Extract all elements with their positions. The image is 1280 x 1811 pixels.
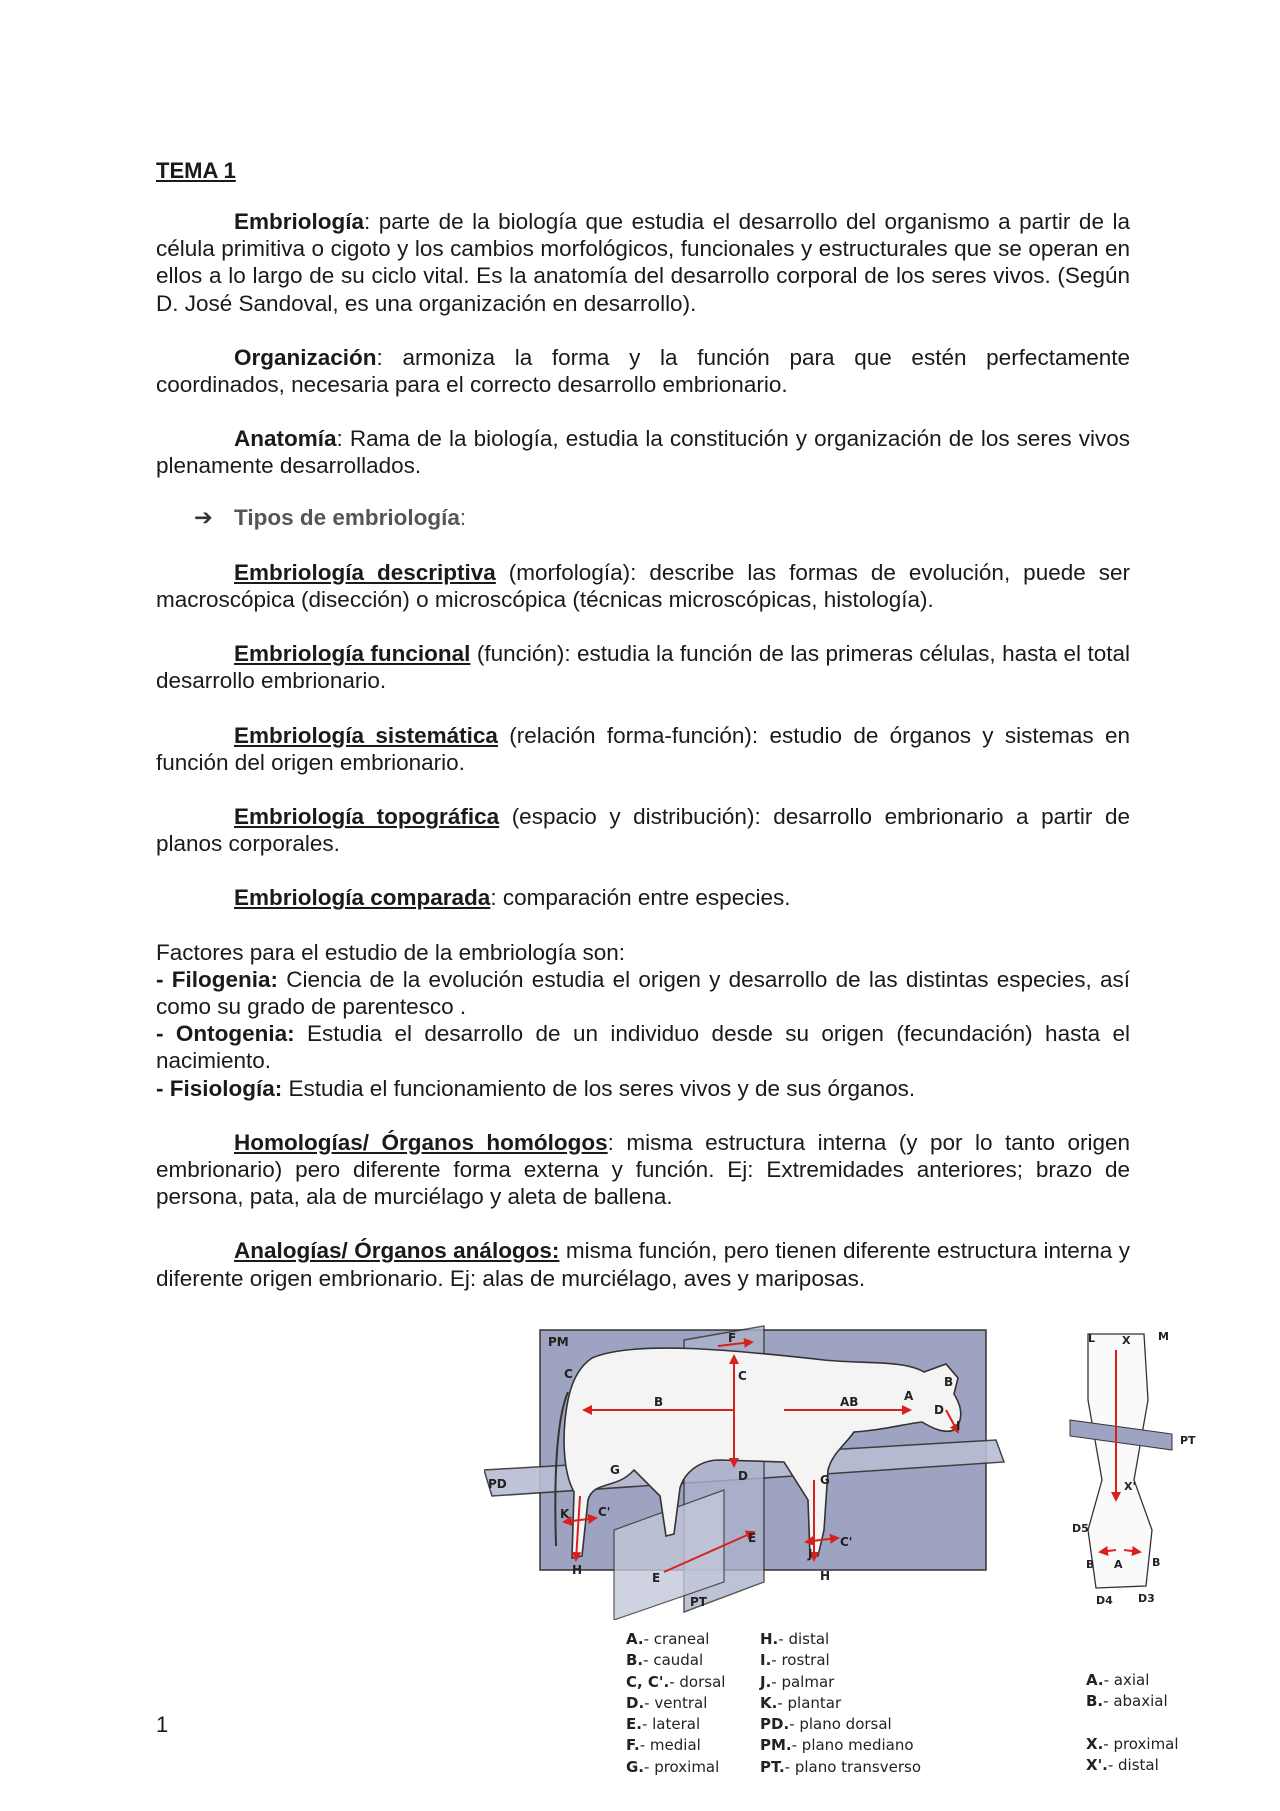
legend-value: - ventral — [644, 1693, 708, 1712]
legend-item — [760, 1672, 921, 1693]
text-ontogenia: Estudia el desarrollo de un individuo desde su origen (fecundación) hasta el nacimiento. — [156, 1021, 1130, 1074]
term-fisiologia: - Fisiología: — [156, 1075, 283, 1101]
legend-item — [626, 1650, 725, 1671]
label-c-top: C — [738, 1369, 747, 1383]
term-topografica: Embriología topográfica — [234, 804, 500, 830]
paragraph-sistematica — [156, 722, 1130, 776]
foot-label-x: X — [1122, 1334, 1131, 1347]
text-funcional: (función): estudia la función de las primeras células, hasta el total desarrollo embrionario. — [156, 641, 1130, 694]
legend-value: - axial — [1103, 1671, 1150, 1689]
paragraph-funcional — [156, 640, 1130, 694]
legend-key: B. — [1086, 1692, 1104, 1711]
legend-key: D. — [626, 1693, 645, 1712]
paragraph-analogias — [156, 1237, 1130, 1291]
legend-key: A. — [626, 1630, 644, 1648]
legend-item — [626, 1735, 725, 1756]
legend-key: X. — [1086, 1734, 1104, 1753]
legend-key: K. — [760, 1693, 778, 1712]
label-d-head: D — [934, 1403, 944, 1417]
term-anatomia: Anatomía — [234, 426, 337, 452]
foot-label-a: A — [1114, 1558, 1123, 1571]
legend-key: A. — [1086, 1671, 1104, 1689]
legend-item — [626, 1693, 725, 1714]
term-homologias: Homologías/ Órganos homólogos — [234, 1129, 608, 1155]
legend-value: - medial — [639, 1736, 701, 1755]
text-comparada: : comparación entre especies. — [490, 885, 791, 911]
legend-item — [1086, 1691, 1179, 1712]
paragraph-comparada — [156, 884, 1130, 911]
paragraph-topografica — [156, 803, 1130, 857]
foot-label-d5: D5 — [1072, 1522, 1089, 1535]
label-cp-front: C' — [840, 1535, 853, 1549]
legend-value: - distal — [778, 1630, 830, 1648]
text-filogenia: Ciencia de la evolución estudia el origen y desarrollo de las distintas especies, así como su grado de parentesco . — [156, 966, 1130, 1020]
label-g: G — [610, 1463, 620, 1477]
label-a: A — [904, 1389, 914, 1403]
bullet-tipos — [156, 504, 1130, 531]
legend-item — [760, 1714, 921, 1735]
text-descriptiva: (morfología): describe las formas de evolución, puede ser macroscópica (disección) o microscópica (técnicas microscópicas, histología). — [156, 559, 1130, 613]
term-embriologia: Embriología — [234, 209, 365, 234]
label-pm: PM — [548, 1335, 569, 1349]
legend-value: - plano transverso — [784, 1757, 921, 1776]
legend-key: F. — [626, 1736, 640, 1755]
legend-item — [760, 1650, 921, 1671]
label-e-low: E — [652, 1571, 661, 1585]
legend-item — [1086, 1734, 1179, 1755]
legend-key: E. — [626, 1715, 642, 1734]
legend-item — [626, 1629, 725, 1650]
legend-item — [626, 1672, 725, 1693]
legend-key: PD. — [760, 1715, 790, 1734]
label-b: B — [654, 1395, 664, 1409]
legend-value: - proximal — [1103, 1734, 1179, 1753]
foot-label-b-right: B — [1152, 1556, 1161, 1569]
legend-value: - plantar — [777, 1693, 842, 1712]
term-sistematica: Embriología sistemática — [234, 722, 498, 748]
legend-value: - lateral — [641, 1715, 701, 1734]
factor-ontogenia — [156, 1020, 1130, 1074]
factores-intro: Factores para el estudio de la embriología son: — [156, 939, 626, 965]
paragraph-organizacion — [156, 344, 1130, 398]
page-title: TEMA 1 — [156, 158, 236, 183]
text-anatomia: : Rama de la biología, estudia la constitución y organización de los seres vivos plenamente desarrollados. — [156, 426, 1130, 479]
legend-mid — [760, 1629, 921, 1778]
term-filogenia: - Filogenia: — [156, 966, 278, 992]
label-e: E — [748, 1531, 757, 1545]
foot-label-xp: X' — [1124, 1480, 1136, 1493]
label-d: D — [738, 1469, 748, 1483]
term-funcional: Embriología funcional — [234, 641, 471, 667]
legend-item — [626, 1714, 725, 1735]
anatomy-figure — [484, 1320, 1250, 1620]
legend-value: - dorsal — [669, 1672, 726, 1691]
legend-value: - abaxial — [1103, 1692, 1168, 1711]
factor-filogenia — [156, 966, 1130, 1020]
label-k: K — [560, 1507, 570, 1521]
foot-label-pt: PT — [1180, 1434, 1196, 1447]
legend-item — [760, 1693, 921, 1714]
page-number: 1 — [156, 1712, 169, 1737]
legend-key: PT. — [760, 1757, 785, 1776]
label-i: I — [956, 1419, 961, 1433]
foot-label-l: L — [1088, 1332, 1096, 1345]
paragraph-embriologia — [156, 208, 1130, 317]
legend-item — [760, 1757, 921, 1778]
text-embriologia: : parte de la biología que estudia el desarrollo del organismo a partir de la célula primitiva o cigoto y los cambios morfológicos, funcionales y estructurales que se operan en ellos a lo largo de su ciclo vital. Es la anatomía del desarrollo corporal de los seres vivos. (Según D. José Sandoval, es una organización en desarrollo). — [156, 209, 1130, 316]
legend-key: PM. — [760, 1736, 792, 1755]
foot-label-d3: D3 — [1138, 1592, 1155, 1605]
paragraph-descriptiva — [156, 559, 1130, 613]
legend-key: J. — [760, 1672, 772, 1691]
term-comparada: Embriología comparada — [234, 885, 491, 911]
legend-value: - proximal — [644, 1757, 720, 1776]
text-sistematica: (relación forma-función): estudio de órganos y sistemas en función del origen embrionario. — [156, 722, 1130, 775]
factor-fisiologia — [156, 1075, 1130, 1102]
label-pt: PT — [690, 1595, 707, 1609]
arrow-icon: ➔ — [194, 504, 213, 530]
label-pd: PD — [488, 1477, 507, 1491]
paragraph-homologias — [156, 1129, 1130, 1211]
legend-key: G. — [626, 1757, 645, 1776]
legend-key: X'. — [1086, 1755, 1108, 1774]
foot-label-m: M — [1158, 1330, 1169, 1343]
foot-diagram — [1070, 1330, 1196, 1607]
legend-value: - distal — [1107, 1755, 1159, 1774]
legend-key: C, C'. — [626, 1672, 670, 1691]
text-tipos: : — [459, 504, 467, 530]
text-homologias: : misma estructura interna (y por lo tanto origen embrionario) pero diferente forma externa y función. Ej: Extremidades anteriores; brazo de persona, pata, ala de murciélago y aleta de ballena. — [156, 1129, 1130, 1210]
label-j: J — [808, 1547, 813, 1561]
term-tipos: Tipos de embriología — [234, 504, 460, 530]
label-ab: AB — [840, 1395, 859, 1409]
body-text — [156, 208, 1130, 1292]
legend-value: - craneal — [643, 1630, 710, 1648]
foot-label-d4: D4 — [1096, 1594, 1113, 1607]
legend-value: - rostral — [771, 1651, 830, 1670]
label-c: C — [564, 1367, 573, 1381]
term-organizacion: Organización — [234, 344, 377, 370]
text-topografica: (espacio y distribución): desarrollo embrionario a partir de planos corporales. — [156, 804, 1130, 857]
legend-value: - palmar — [771, 1672, 835, 1691]
text-analogias: misma función, pero tienen diferente estructura interna y diferente origen embrionario. Ej: alas de murciélago, aves y mariposas. — [156, 1238, 1130, 1291]
text-organizacion: : armoniza la forma y la función para que estén perfectamente coordinados, necesaria para el correcto desarrollo embrionario. — [156, 344, 1130, 398]
legend-value: - plano dorsal — [789, 1715, 892, 1734]
legend-right — [1086, 1670, 1179, 1776]
foot-label-b-left: B — [1086, 1558, 1095, 1571]
paragraph-anatomia — [156, 425, 1130, 479]
legend-key: B. — [626, 1651, 644, 1670]
label-h: H — [572, 1563, 583, 1577]
label-h-front: H — [820, 1569, 831, 1583]
term-descriptiva: Embriología descriptiva — [234, 559, 496, 585]
legend-item — [626, 1757, 725, 1778]
term-ontogenia: - Ontogenia: — [156, 1021, 295, 1047]
legend-item — [760, 1629, 921, 1650]
legend-item — [760, 1735, 921, 1756]
term-analogias: Analogías/ Órganos análogos: — [234, 1238, 560, 1264]
legend-item — [1086, 1670, 1179, 1691]
legend-value: - plano mediano — [791, 1736, 914, 1755]
label-g-front: G — [820, 1473, 830, 1487]
legend-left — [626, 1629, 725, 1778]
text-fisiologia: Estudia el funcionamiento de los seres vivos y de sus órganos. — [282, 1075, 916, 1101]
legend-item — [1086, 1755, 1179, 1776]
legend-value: - caudal — [643, 1651, 704, 1670]
label-cp: C' — [598, 1505, 611, 1519]
label-b-head: B — [944, 1375, 954, 1389]
legend-key: I. — [760, 1651, 772, 1670]
label-f: F — [728, 1331, 737, 1345]
legend-key: H. — [760, 1630, 779, 1648]
